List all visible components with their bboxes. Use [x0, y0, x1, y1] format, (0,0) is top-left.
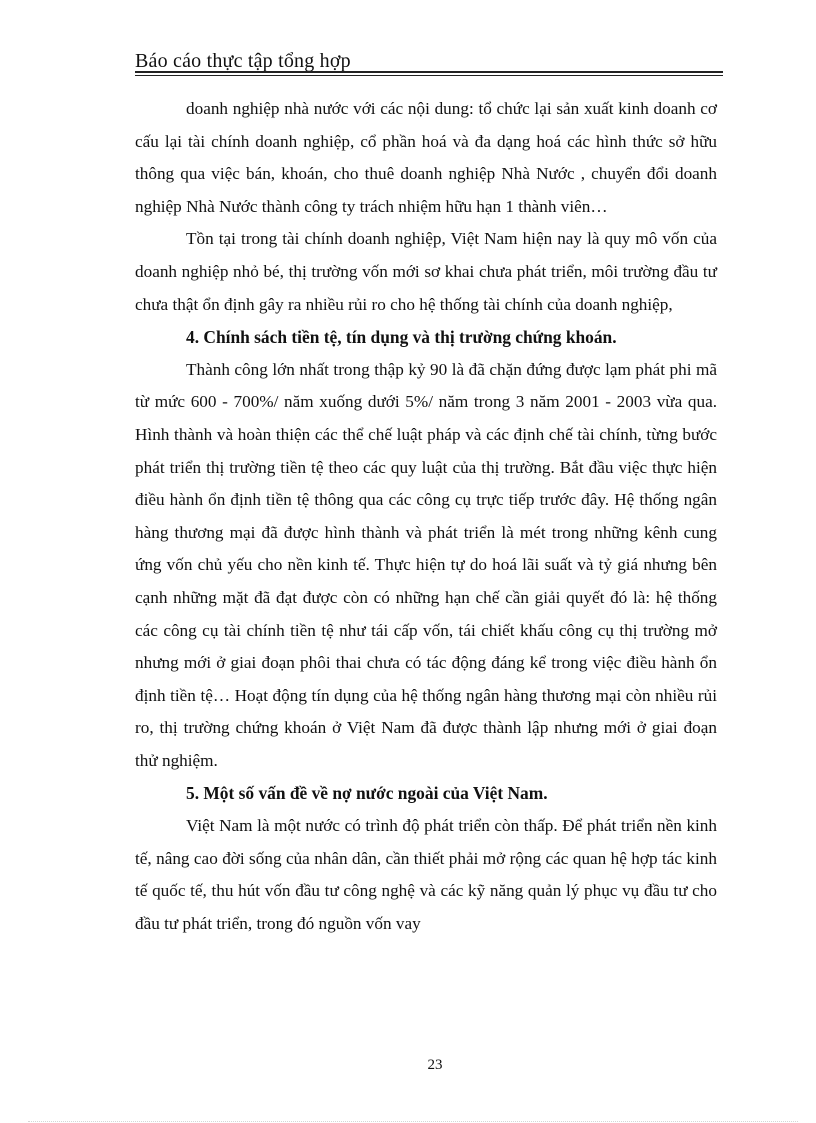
footer-divider	[28, 1121, 798, 1122]
section-heading-5: 5. Một số vấn đề về nợ nước ngoài của Việt Nam.	[186, 783, 548, 804]
header-rule-thin	[135, 75, 723, 76]
page-number: 23	[427, 1057, 443, 1073]
document-body	[135, 93, 717, 940]
paragraph-continuation: doanh nghiệp nhà nước với các nội dung: tổ chức lại sản xuất kinh doanh cơ cấu lại tài chính doanh nghiệp, cổ phần hoá và đa dạng hoá các hình thức sở hữu thông qua việc bán, khoán, cho thuê doanh nghiệp Nhà Nước , chuyển đổi doanh nghiệp Nhà Nước thành công ty trách nhiệm hữu hạn 1 thành viên…	[135, 99, 717, 216]
paragraph-foreign-debt: Việt Nam là một nước có trình độ phát triển còn thấp. Để phát triển nền kinh tế, nâng cao đời sống của nhân dân, cần thiết phải mở rộng các quan hệ hợp tác kinh tế quốc tế, thu hút vốn đầu tư công nghệ và các kỹ năng quản lý phục vụ đầu tư cho đầu tư phát triển, trong đó nguồn vốn vay	[135, 816, 717, 933]
header-title: Báo cáo thực tập tổng hợp	[135, 50, 351, 72]
section-heading-4: 4. Chính sách tiền tệ, tín dụng và thị trường chứng khoán.	[186, 327, 617, 348]
header-rule-thick	[135, 71, 723, 73]
paragraph-enterprise-finance: Tồn tại trong tài chính doanh nghiệp, Việt Nam hiện nay là quy mô vốn của doanh nghiệp nhỏ bé, thị trường vốn mới sơ khai chưa phát triển, môi trường đầu tư chưa thật ổn định gây ra nhiều rủi ro cho hệ thống tài chính của doanh nghiệp,	[135, 229, 717, 314]
paragraph-monetary-policy: Thành công lớn nhất trong thập kỷ 90 là đã chặn đứng được lạm phát phi mã từ mức 600 - 700%/ năm xuống dưới 5%/ năm trong 3 năm 2001 - 2003 vừa qua. Hình thành và hoàn thiện các thể chế luật pháp và các định chế tài chính, từng bước phát triển thị trường tiền tệ theo các quy luật của thị trường. Bắt đầu việc thực hiện điều hành ổn định tiền tệ thông qua các công cụ trực tiếp trước đây. Hệ thống ngân hàng thương mại đã được hình thành và phát triển là mét trong những kênh cung ứng vốn chủ yếu cho nền kinh tế. Thực hiện tự do hoá lãi suất và tỷ giá nhưng bên cạnh những mặt đã đạt được còn có những hạn chế cần giải quyết đó là: hệ thống các công cụ tài chính tiền tệ như tái cấp vốn, tái chiết khấu công cụ thị trường mở nhưng mới ở giai đoạn phôi thai chưa có tác động đáng kể trong việc điều hành ổn định tiền tệ… Hoạt động tín dụng của hệ thống ngân hàng thương mại còn nhiều rủi ro, thị trường chứng khoán ở Việt Nam đã được thành lập nhưng mới ở giai đoạn thử nghiệm.	[135, 359, 717, 770]
